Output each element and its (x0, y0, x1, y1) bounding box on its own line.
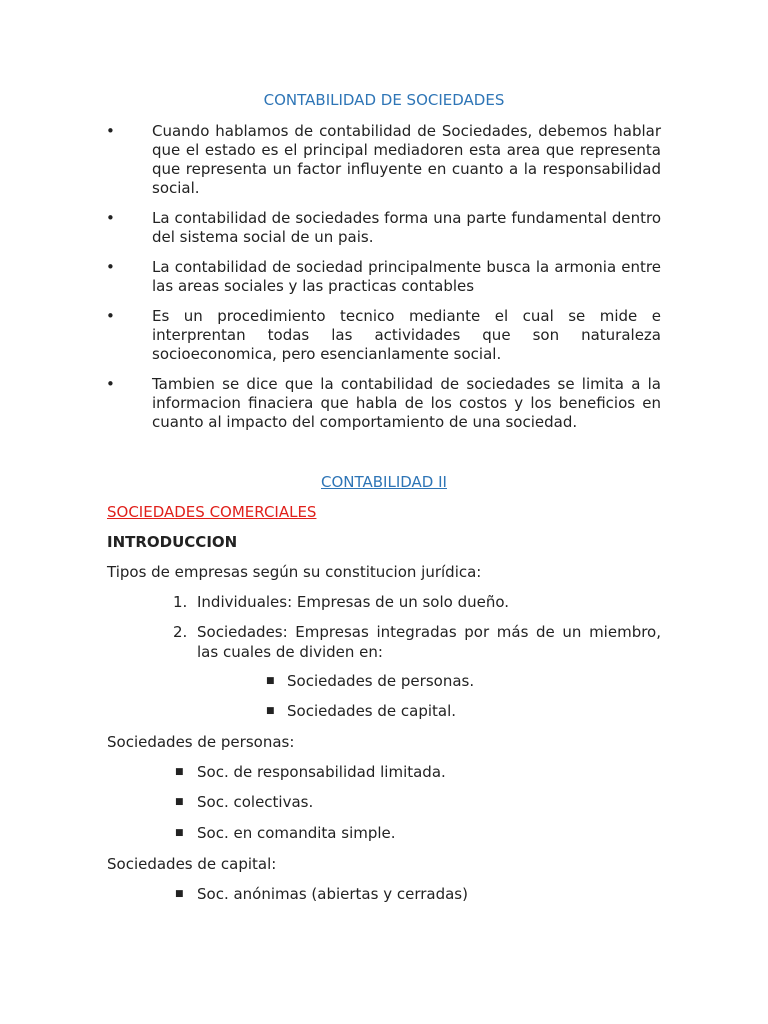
bullet-text: Cuando hablamos de contabilidad de Sociedades, debemos hablar que el estado es el principal mediadoren esta area que representa que representa un factor influyente en cuanto a la responsabilidad social. (152, 122, 661, 197)
square-bullet-icon: ■ (175, 828, 184, 838)
sub-item-text: Sociedades de capital. (287, 702, 457, 720)
capital-item-text: Soc. anónimas (abiertas y cerradas) (197, 885, 468, 903)
bullet-text: Tambien se dice que la contabilidad de sociedades se limita a la informacion finaciera que habla de los costos y los beneficios en cuanto al impacto del comportamiento de una sociedad. (152, 375, 661, 431)
personas-item-text: Soc. de responsabilidad limitada. (197, 763, 446, 781)
bullet-icon: • (106, 209, 115, 227)
list-item (106, 258, 661, 296)
square-bullet-icon: ■ (175, 889, 184, 899)
personas-item-text: Soc. en comandita simple. (197, 824, 396, 842)
list-item (106, 375, 661, 432)
square-bullet-icon: ■ (266, 706, 275, 716)
list-item (106, 209, 661, 247)
personas-intro-text: Sociedades de personas: (107, 733, 295, 751)
bullet-icon: • (106, 122, 115, 140)
list-item (106, 307, 661, 364)
heading-contabilidad-ii: CONTABILIDAD II (321, 473, 447, 491)
bullet-icon: • (106, 375, 115, 393)
capital-intro-text: Sociedades de capital: (107, 855, 277, 873)
list-item (106, 122, 661, 198)
personas-item-text: Soc. colectivas. (197, 793, 314, 811)
list-number: 1. (173, 593, 188, 611)
bullet-list (106, 122, 661, 443)
bullet-text: La contabilidad de sociedades forma una parte fundamental dentro del sistema social de un pais. (152, 209, 661, 246)
bullet-icon: • (106, 307, 115, 325)
numbered-item-text: Individuales: Empresas de un solo dueño. (197, 593, 510, 611)
heading-sociedades-comerciales: SOCIEDADES COMERCIALES (107, 503, 317, 521)
list-number: 2. (173, 623, 188, 641)
bullet-icon: • (106, 258, 115, 276)
heading-contabilidad-de-sociedades: CONTABILIDAD DE SOCIEDADES (263, 91, 505, 109)
square-bullet-icon: ■ (175, 797, 184, 807)
square-bullet-icon: ■ (266, 676, 275, 686)
bullet-text: La contabilidad de sociedad principalmente busca la armonia entre las areas sociales y las practicas contables (152, 258, 661, 295)
bullet-text: Es un procedimiento tecnico mediante el cual se mide e interprentan todas las actividades que son naturaleza socioeconomica, pero esencianlamente social. (152, 307, 661, 363)
numbered-item-text: Sociedades: Empresas integradas por más de un miembro, las cuales de dividen en: (197, 623, 661, 661)
square-bullet-icon: ■ (175, 767, 184, 777)
sub-item-text: Sociedades de personas. (287, 672, 475, 690)
tipos-intro-text: Tipos de empresas según su constitucion jurídica: (107, 563, 482, 581)
heading-introduccion: INTRODUCCION (107, 533, 238, 551)
